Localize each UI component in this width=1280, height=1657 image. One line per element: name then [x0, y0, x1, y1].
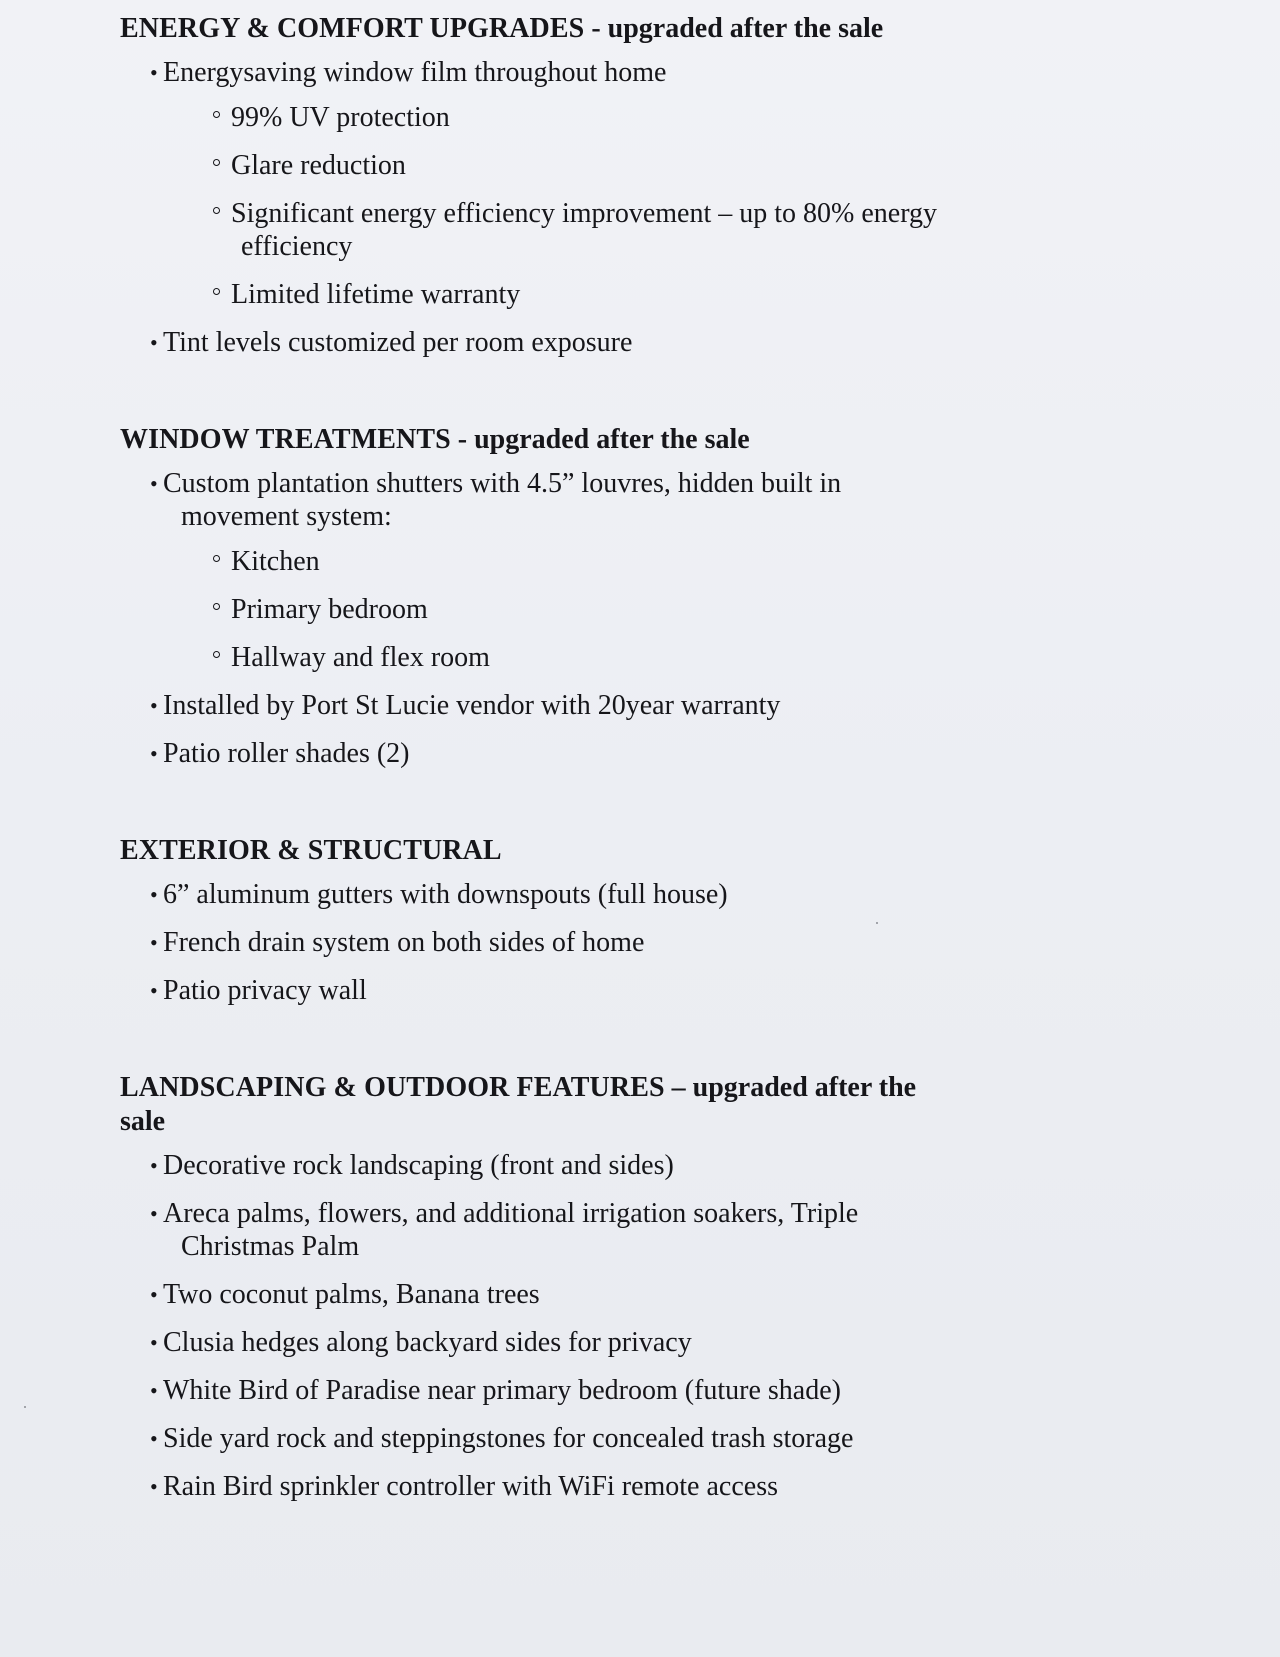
- section-suffix: - upgraded after the sale: [584, 13, 884, 44]
- list-item: [120, 326, 940, 359]
- list-item: [120, 878, 940, 911]
- list-item: [120, 737, 940, 770]
- list-item: [120, 1326, 940, 1359]
- bullet-icon: •: [150, 930, 158, 955]
- bullet-icon: •: [150, 1426, 158, 1451]
- item-list: [120, 467, 940, 770]
- item-list: [120, 878, 940, 1007]
- section-title: ENERGY & COMFORT UPGRADES: [120, 13, 585, 44]
- sub-list-item: [120, 197, 940, 263]
- list-item: [120, 1149, 940, 1182]
- section-title: LANDSCAPING & OUTDOOR FEATURES: [120, 1072, 665, 1103]
- sub-list: [163, 101, 940, 311]
- list-item: [120, 1197, 940, 1263]
- list-item: [120, 1470, 940, 1503]
- circle-bullet-icon: [213, 651, 220, 658]
- item-text: Side yard rock and steppingstones for concealed trash storage: [163, 1423, 854, 1454]
- list-item: [120, 467, 940, 674]
- bullet-icon: •: [150, 1282, 158, 1307]
- scan-speck: [24, 1406, 26, 1408]
- sub-list-item: [120, 545, 940, 578]
- sub-list-item: [120, 641, 940, 674]
- sub-item-text: Limited lifetime warranty: [231, 279, 521, 310]
- circle-bullet-icon: [213, 288, 220, 295]
- sub-item-text: Kitchen: [231, 546, 320, 577]
- bullet-icon: •: [150, 882, 158, 907]
- section-title: WINDOW TREATMENTS: [120, 424, 451, 455]
- sub-item-text: Glare reduction: [231, 150, 406, 181]
- bullet-icon: •: [150, 693, 158, 718]
- item-text: Custom plantation shutters with 4.5” louvres, hidden built in movement system:: [163, 468, 842, 532]
- section-heading: [120, 12, 940, 46]
- item-text: Two coconut palms, Banana trees: [163, 1279, 540, 1310]
- circle-bullet-icon: [213, 555, 220, 562]
- sub-list-item: [120, 149, 940, 182]
- section-suffix: – upgraded after the sale: [120, 1072, 917, 1137]
- section-suffix: - upgraded after the sale: [450, 424, 750, 455]
- sub-item-text: Hallway and flex room: [231, 642, 490, 673]
- list-item: [120, 56, 940, 311]
- circle-bullet-icon: [213, 159, 220, 166]
- list-item: [120, 1374, 940, 1407]
- sub-item-text: 99% UV protection: [231, 102, 450, 133]
- bullet-icon: •: [150, 471, 158, 496]
- sub-list-item: [120, 278, 940, 311]
- list-item: [120, 1278, 940, 1311]
- section-heading: [120, 1071, 940, 1139]
- item-text: Rain Bird sprinkler controller with WiFi remote access: [163, 1471, 778, 1502]
- item-text: 6” aluminum gutters with downspouts (full house): [163, 879, 728, 910]
- circle-bullet-icon: [213, 111, 220, 118]
- section-title: EXTERIOR & STRUCTURAL: [120, 835, 502, 866]
- item-text: Energysaving window film throughout home: [163, 57, 667, 88]
- item-text: Areca palms, flowers, and additional irrigation soakers, Triple Christmas Palm: [163, 1198, 859, 1262]
- sub-item-text: Primary bedroom: [231, 594, 428, 625]
- bullet-icon: •: [150, 1201, 158, 1226]
- item-list: [120, 1149, 940, 1503]
- section-heading: [120, 834, 940, 868]
- list-item: [120, 974, 940, 1007]
- section-energy-comfort: [120, 12, 940, 359]
- bullet-icon: •: [150, 1153, 158, 1178]
- section-window-treatments: [120, 423, 940, 770]
- sub-item-text: Significant energy efficiency improvement – up to 80% energy efficiency: [231, 198, 938, 262]
- item-text: Patio roller shades (2): [163, 738, 410, 769]
- item-text: Tint levels customized per room exposure: [163, 327, 633, 358]
- circle-bullet-icon: [213, 603, 220, 610]
- section-landscaping-outdoor: [120, 1071, 940, 1503]
- bullet-icon: •: [150, 330, 158, 355]
- bullet-icon: •: [150, 60, 158, 85]
- sub-list-item: [120, 593, 940, 626]
- item-text: French drain system on both sides of home: [163, 927, 645, 958]
- list-item: [120, 926, 940, 959]
- item-text: Installed by Port St Lucie vendor with 20year warranty: [163, 690, 781, 721]
- sub-list: [163, 545, 940, 674]
- scan-speck: [876, 922, 878, 924]
- bullet-icon: •: [150, 1474, 158, 1499]
- section-heading: [120, 423, 940, 457]
- bullet-icon: •: [150, 1330, 158, 1355]
- bullet-icon: •: [150, 741, 158, 766]
- item-text: Clusia hedges along backyard sides for privacy: [163, 1327, 692, 1358]
- bullet-icon: •: [150, 1378, 158, 1403]
- section-exterior-structural: [120, 834, 940, 1007]
- item-text: Decorative rock landscaping (front and sides): [163, 1150, 674, 1181]
- item-list: [120, 56, 940, 359]
- item-text: Patio privacy wall: [163, 975, 367, 1006]
- list-item: [120, 1422, 940, 1455]
- circle-bullet-icon: [213, 207, 220, 214]
- sub-list-item: [120, 101, 940, 134]
- list-item: [120, 689, 940, 722]
- item-text: White Bird of Paradise near primary bedroom (future shade): [163, 1375, 841, 1406]
- bullet-icon: •: [150, 978, 158, 1003]
